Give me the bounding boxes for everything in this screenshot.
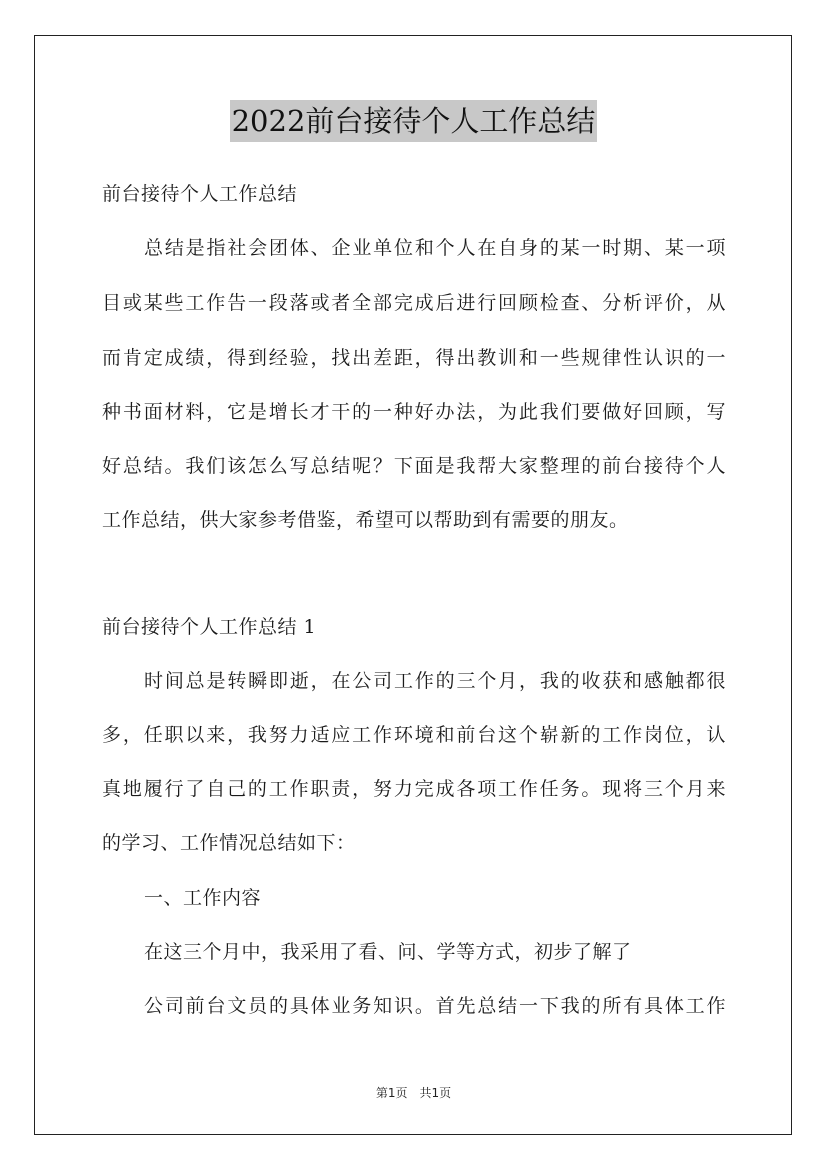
- intro-line: 而肯定成绩，得到经验，找出差距，得出教训和一些规律性认识的一: [102, 347, 726, 369]
- intro-line: 工作总结，供大家参考借鉴，希望可以帮助到有需要的朋友。: [102, 509, 629, 531]
- body-line: 真地履行了自己的工作职责，努力完成各项工作任务。现将三个月来: [102, 778, 726, 800]
- section-heading: 前台接待个人工作总结 1: [102, 616, 317, 638]
- subheading: 一、工作内容: [144, 887, 262, 909]
- body-line: 的学习、工作情况总结如下：: [102, 832, 356, 854]
- document-title-text: 2022前台接待个人工作总结: [230, 100, 598, 142]
- document-title: [0, 100, 827, 142]
- document-subtitle: 前台接待个人工作总结: [102, 183, 298, 205]
- body-line: 时间总是转瞬即逝，在公司工作的三个月，我的收获和感触都很: [144, 670, 726, 692]
- intro-line: 种书面材料，它是增长才干的一种好办法，为此我们要做好回顾，写: [102, 401, 726, 423]
- intro-line: 总结是指社会团体、企业单位和个人在自身的某一时期、某一项: [144, 237, 726, 259]
- body-line: 公司前台文员的具体业务知识。首先总结一下我的所有具体工作: [144, 995, 726, 1017]
- intro-line: 目或某些工作告一段落或者全部完成后进行回顾检查、分析评价，从: [102, 292, 726, 314]
- body-line: 在这三个月中，我采用了看、问、学等方式，初步了解了: [144, 941, 632, 963]
- body-line: 多，任职以来，我努力适应工作环境和前台这个崭新的工作岗位，认: [102, 724, 726, 746]
- intro-line: 好总结。我们该怎么写总结呢？下面是我帮大家整理的前台接待个人: [102, 455, 726, 477]
- page-footer: 第1页 共1页: [375, 1086, 452, 1100]
